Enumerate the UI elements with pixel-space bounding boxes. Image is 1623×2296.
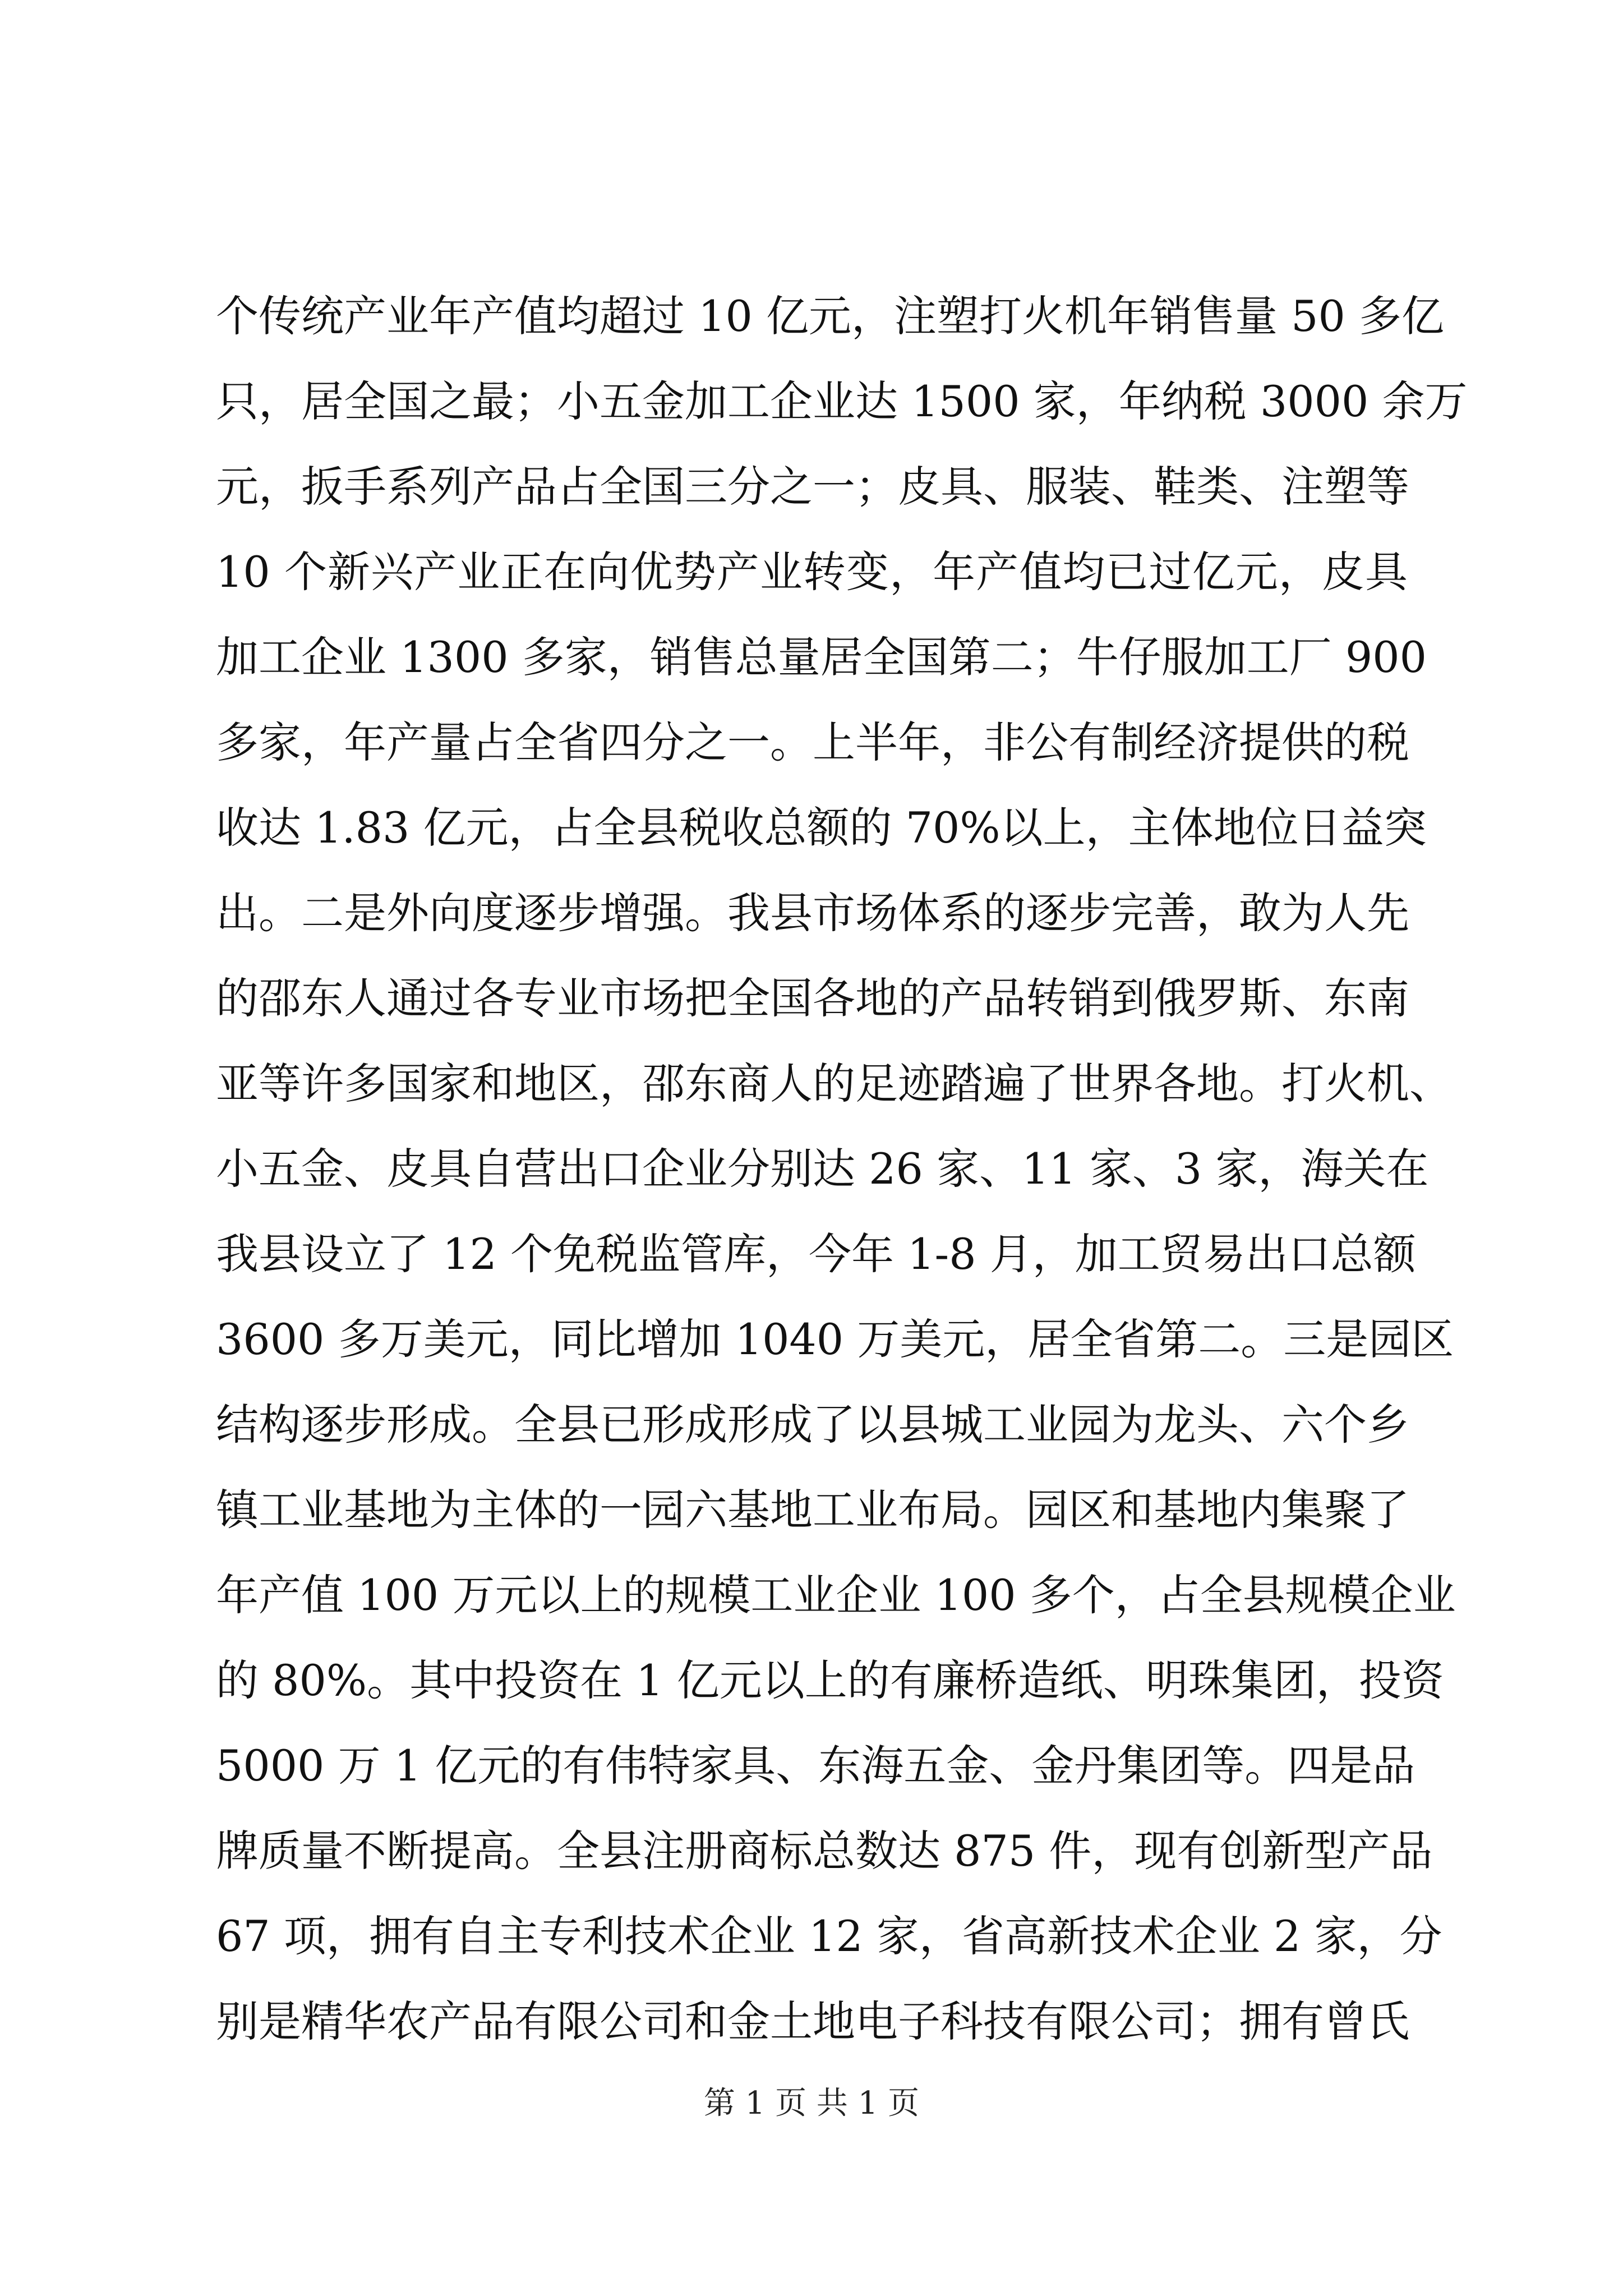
text-line: 镇工业基地为主体的一园六基地工业布局。园区和基地内集聚了 bbox=[216, 1485, 1409, 1535]
text-line: 亚等许多国家和地区，邵东商人的足迹踏遍了世界各地。打火机、 bbox=[216, 1059, 1452, 1108]
text-line: 的邵东人通过各专业市场把全国各地的产品转销到俄罗斯、东南 bbox=[216, 973, 1409, 1023]
text-line: 的 80%。其中投资在 1 亿元以上的有廉桥造纸、明珠集团，投资 bbox=[216, 1655, 1444, 1705]
text-line: 只，居全国之最；小五金加工企业达 1500 家，年纳税 3000 余万 bbox=[216, 376, 1468, 426]
text-line: 牌质量不断提高。全县注册商标总数达 875 件，现有创新型产品 bbox=[216, 1826, 1433, 1876]
text-line: 收达 1.83 亿元，占全县税收总额的 70%以上，主体地位日益突 bbox=[216, 803, 1427, 853]
text-line: 年产值 100 万元以上的规模工业企业 100 多个，占全县规模企业 bbox=[216, 1570, 1456, 1620]
body-text bbox=[216, 274, 1468, 2064]
text-line: 出。二是外向度逐步增强。我县市场体系的逐步完善，敢为人先 bbox=[216, 888, 1409, 938]
text-line: 加工企业 1300 多家，销售总量居全国第二；牛仔服加工厂 900 bbox=[216, 632, 1427, 682]
text-line: 别是精华农产品有限公司和金土地电子科技有限公司；拥有曾氏 bbox=[216, 1996, 1409, 2046]
text-line: 个传统产业年产值均超过 10 亿元，注塑打火机年销售量 50 多亿 bbox=[216, 291, 1445, 341]
text-line: 3600 多万美元，同比增加 1040 万美元，居全省第二。三是园区 bbox=[216, 1314, 1454, 1364]
text-line: 元，扳手系列产品占全国三分之一；皮具、服装、鞋类、注塑等 bbox=[216, 462, 1409, 512]
text-line: 结构逐步形成。全县已形成形成了以县城工业园为龙头、六个乡 bbox=[216, 1400, 1409, 1450]
text-line: 67 项，拥有自主专利技术企业 12 家，省高新技术企业 2 家，分 bbox=[216, 1911, 1442, 1961]
text-line: 我县设立了 12 个免税监管库，今年 1-8 月，加工贸易出口总额 bbox=[216, 1229, 1416, 1279]
text-line: 多家，年产量占全省四分之一。上半年，非公有制经济提供的税 bbox=[216, 717, 1409, 767]
text-line: 10 个新兴产业正在向优势产业转变，年产值均已过亿元，皮具 bbox=[216, 547, 1408, 597]
page-footer: 第 1 页 共 1 页 bbox=[703, 2085, 920, 2122]
text-line: 5000 万 1 亿元的有伟特家具、东海五金、金丹集团等。四是品 bbox=[216, 1741, 1415, 1791]
text-line: 小五金、皮具自营出口企业分别达 26 家、11 家、3 家，海关在 bbox=[216, 1144, 1429, 1194]
